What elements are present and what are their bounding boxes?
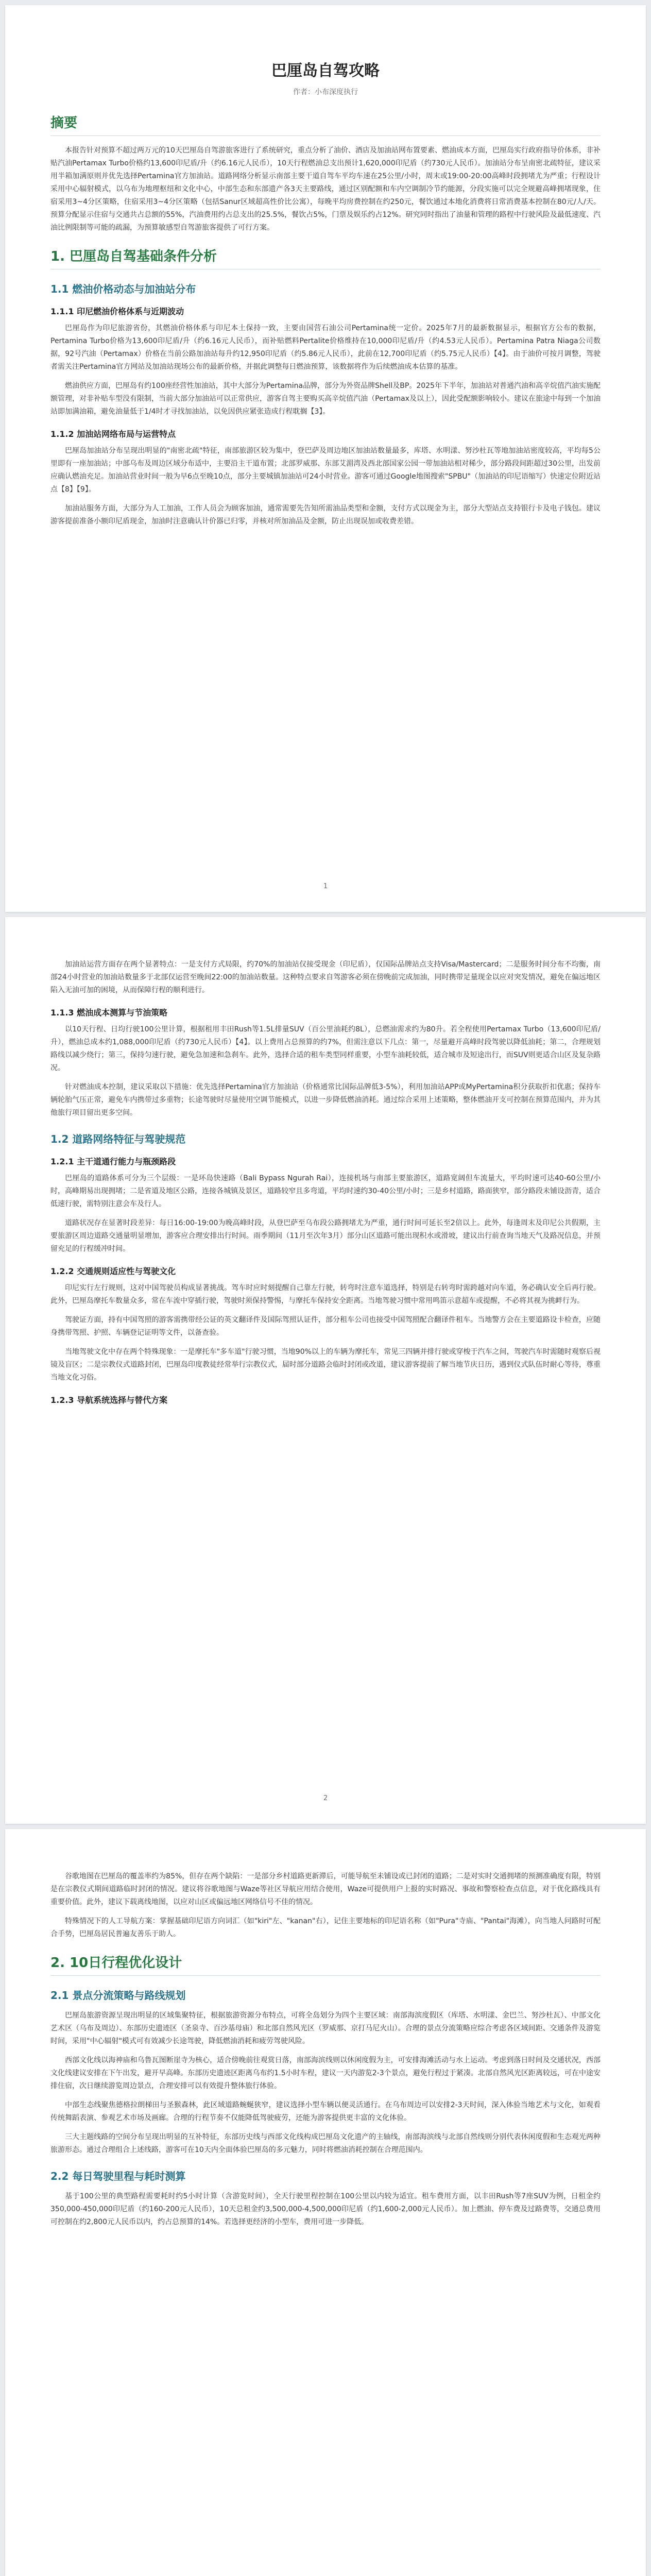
page-content: [50, 1870, 601, 2229]
paragraph: 巴厘岛的道路体系可分为三个层级：一是环岛快速路（Bali Bypass Ngurah Rai），连接机场与南部主要旅游区，道路宽阔但车流量大，平均时速可达40-60公里/小时，高峰期易出现拥堵；二是省道及地区公路，连接各城镇及景区，道路较窄且多弯道，平均时速约30-40公里/小时；三是乡村道路，路面狭窄，部分路段未铺设沥青，适合低速行驶，需特别注意会车及行人。: [50, 1174, 601, 1208]
paragraph: 三大主题线路的空间分布呈现出明显的互补特征，东部历史线与西部文化线构成巴厘岛文化遗产的主轴线，南部海滨线与北部自然线则分别代表休闲度假和生态观光两种旅游形态。通过合理组合上述线路，游客可在10天内全面体验巴厘岛的多元魅力，同时将燃油消耗控制在合理范围内。: [50, 2133, 601, 2154]
subsubsection-heading: 1.2.3 导航系统选择与替代方案: [50, 1395, 168, 1405]
page-number: 1: [323, 883, 328, 890]
subsection-heading: 1.2 道路网络特征与驾驶规范: [50, 1133, 186, 1145]
paragraph: 当地驾驶文化中存在两个特殊现象：一是摩托车"多车道"行驶习惯，当地90%以上的车辆为摩托车，常见三四辆并排行驶或穿梭于汽车之间，驾驶汽车时需随时观察后视镜及盲区；二是宗教仪式道路封闭，巴厘岛印度教徒经常举行宗教仪式，届时部分道路会临时封闭或改道，建议游客提前了解当地节庆日历，遇到仪式队伍时耐心等待，尊重当地文化习俗。: [50, 1348, 601, 1382]
paragraph: 针对燃油成本控制，建议采取以下措施：优先选择Pertamina官方加油站（价格通常比国际品牌低3-5%），利用加油站APP或MyPertamina积分获取折扣优惠；保持车辆轮胎气压正常，避免车内携带过多重物；长途驾驶时尽量使用空调节能模式，以进一步降低燃油消耗。通过综合采用上述策略，整体燃油开支可控制在预算范围内，并为其他旅行项目留出更多空间。: [50, 1083, 601, 1117]
paragraph: 本报告针对预算不超过两万元的10天巴厘岛自驾游旅客进行了系统研究，重点分析了油价、酒店及加油站网布置要素、燃油成本方面，巴厘岛实行政府指导价体系，非补贴汽油Pertamax Turbo价格约13,600印尼盾/升（约6.16元人民币），10天行程燃油总支出预计1,620,000印尼盾（约730元人民币）。加油站分布呈南密北疏特征，建议采用半箱加满原则并优先选择Pertamina官方加油站。道路网络分析显示南部主要干道自驾车平均车速在25公里/小时，周末或19:00-20:00高峰时段拥堵尤为严重；行程设计采用中心辐射模式，以乌布为地理枢纽和文化中心，中部生态和东部遗产各3天主要路线，通过区别配额和车内空调制冷节约能源，分段实施可以完全规避高峰拥堵现象，住宿采用3~4分区策略，住宿采用3~4分区策略（包括Sanur区域超高性价比公寓），每晚平均房费控制在约250元，餐饮通过本地化消费将日常消费基本控制在80元/人/天。预算分配显示住宿与交通共占总额的55%，汽油费用约占总支出的25.5%，餐饮占5%，门票及娱乐约占12%。研究同时指出了油量和管理的路程中行驶风险及最低速度、汽油比例限制等可能的疏漏，为预算敏感型自驾游旅客提供了可行方案。: [50, 146, 601, 232]
page: [5, 5, 646, 912]
subsection-heading: 1.1 燃油价格动态与加油站分布: [50, 283, 196, 295]
page: [5, 1829, 646, 2576]
page-number: 2: [323, 1794, 328, 1802]
abstract-heading: 摘要: [50, 112, 601, 136]
paragraph: 印尼实行左行规则，这对中国驾驶员构成显著挑战。驾车时应时刻提醒自己靠左行驶，转弯时注意车道选择，特别是右转弯时需跨越对向车道，务必确认安全后再行驶。此外，巴厘岛摩托车数量众多，常在车流中穿插行驶，驾驶时须保持警惕，与摩托车保持安全距离。当地驾驶习惯中常用鸣笛示意超车或提醒，不必将其视为挑衅行为。: [50, 1284, 601, 1305]
paragraph: 加油站运营方面存在两个显著特点：一是支付方式局限，约70%的加油站仅接受现金（印尼盾），仅国际品牌站点支持Visa/Mastercard；二是服务时间分布不均衡，南部24小时营业的加油站数量多于北部仅运营至晚间22:00的加油站数量。这种特点要求自驾游客必须在傍晚前完成加油，同时携带足量现金以应对突发情况，避免在偏远地区陷入无油可加的困境，从而保障行程的顺利进行。: [50, 960, 601, 994]
subsubsection-heading: 1.2.1 主干道通行能力与瓶颈路段: [50, 1157, 176, 1166]
subsection-heading: 2.2 每日驾驶里程与耗时测算: [50, 2170, 186, 2182]
document-viewer: [5, 5, 646, 2576]
subsubsection-heading: 1.1.2 加油站网络布局与运营特点: [50, 429, 176, 439]
paragraph: 巴厘岛旅游资源呈现出明显的区域集聚特征，根据旅游资源分布特点，可将全岛划分为四个主要区域：南部海滨度假区（库塔、水明漾、金巴兰、努沙杜瓦）、中部文化艺术区（乌布及周边）、东部历史遗迹区（圣泉寺、百沙基母庙）和北部自然风光区（罗威那、京打马尼火山）。合理的景点分流策略应综合考虑各区域间距、交通条件及游览时间，采用"中心辐射"模式可有效减少长途驾驶，降低燃油消耗和疲劳驾驶风险。: [50, 2011, 601, 2045]
paragraph: 基于100公里的典型路程需要耗时约5小时计算（含游览时间），全天行驶里程控制在100公里以内较为适宜。租车费用方面，以丰田Rush等7座SUV为例，日租金约350,000-450,000印尼盾（约160-200元人民币），10天总租金约3,500,000-4,500,000印尼盾（约1,600-2,000元人民币）。加上燃油、停车费及过路费等，交通总费用可控制在约2,800元人民币以内，约占总预算的14%。若选择更经济的小型车，费用可进一步降低。: [50, 2192, 601, 2226]
paragraph: 道路状况存在显著时段差异：每日16:00-19:00为晚高峰时段，从登巴萨至乌布段公路拥堵尤为严重，通行时间可延长至2倍以上。此外，每逢周末及印尼公共假期，主要旅游区周边道路交通量明显增加，游客应合理安排出行时间。雨季期间（11月至次年3月）部分山区道路可能出现积水或滑坡，建议出行前查询当地天气及路况信息，并预留充足的行程缓冲时间。: [50, 1219, 601, 1253]
document-author: 作者：小布深度执行: [293, 88, 358, 96]
section-heading: 1. 巴厘岛自驾基础条件分析: [50, 246, 601, 269]
paragraph: 谷歌地图在巴厘岛的覆盖率约为85%，但存在两个缺陷：一是部分乡村道路更新滞后，可能导航至未铺设或已封闭的道路；二是对实时交通拥堵的预测准确度有限，特别是在宗教仪式期间道路临时封闭的情况。建议将谷歌地图与Waze等社区导航应用结合使用，Waze可提供用户上报的实时路况、事故和警察检查点信息，对于优化路线具有重要价值。此外，建议下载离线地图，以应对山区或偏远地区网络信号不佳的情况。: [50, 1872, 601, 1906]
paragraph: 驾驶证方面，持有中国驾照的游客需携带经公证的英文翻译件及国际驾照认证件，部分租车公司也接受中国驾照配合翻译件租车。当地警方会在主要道路设卡检查，应随身携带驾照、护照、车辆登记证明等文件，以备查验。: [50, 1316, 601, 1337]
subsection-heading: 2.1 景点分流策略与路线规划: [50, 1989, 186, 2002]
paragraph: 燃油供应方面，巴厘岛有约100座经营性加油站，其中大部分为Pertamina品牌，部分为外资品牌Shell及BP。2025年下半年，加油站对普通汽油和高辛烷值汽油实施配额管理，对非补贴车型没有限制，当前大部分加油站可以正常供应，游客自驾主要购买高辛烷值汽油（Pertamax及以上），因此受配额影响较小。建议在旅途中每到一个加油站即加满油箱，避免油量低于1/4时才寻找加油站，以免因供应紧张造成行程耽搁【3】。: [50, 382, 601, 416]
subsubsection-heading: 1.2.2 交通规则适应性与驾驶文化: [50, 1266, 176, 1276]
page-content: [50, 958, 601, 1405]
paragraph: 加油站服务方面，大部分为人工加油，工作人员会为顾客加油，通常需要先告知所需油品类型和金额，支付方式以现金为主，部分大型站点支持银行卡及电子钱包。建议游客提前准备小额印尼盾现金，加油时注意确认计价器已归零，并核对所加油品及金额，防止出现误加或收费差错。: [50, 504, 601, 526]
paragraph: 西部文化线以海神庙和乌鲁瓦图断崖寺为核心，适合傍晚前往观赏日落，南部海滨线则以休闲度假为主，可安排海滩活动与水上运动。考虑到落日时间及交通状况，西部文化线建议安排在下午出发，避开早高峰。东部历史遗迹区距离乌布约1.5小时车程，建议一天内游览2-3个景点，避免行程过于紧凑。北部自然风光区距离较远，可在中途安排住宿，次日继续游览周边景点，合理安排可以有效提升整体旅行体验。: [50, 2056, 601, 2090]
section-heading: 2. 10日行程优化设计: [50, 1952, 601, 1976]
document-title: 巴厘岛自驾攻略: [271, 62, 380, 80]
paragraph: 特殊情况下的人工导航方案：掌握基础印尼语方向词汇（如"kiri"左、"kanan"右），记住主要地标的印尼语名称（如"Pura"寺庙、"Pantai"海滩），向当地人问路时可配合手势，巴厘岛居民普遍友善乐于助人。: [50, 1917, 601, 1938]
paragraph: 以10天行程、日均行驶100公里计算，根据租用丰田Rush等1.5L排量SUV（百公里油耗约8L），总燃油需求约为80升。若全程使用Pertamax Turbo（13,600印尼盾/升），燃油总成本约1,088,000印尼盾（约730元人民币）【4】。以上费用占总预算的约7%，但需注意以下几点：第一，尽量避开高峰时段驾驶以降低油耗；第二，合理规划路线以减少绕行；第三，保持匀速行驶，避免急加速和急刹车。此外，选择合适的租车类型同样重要，小型车油耗较低，适合城市及短途出行，而SUV则更适合山区及复杂路况。: [50, 1025, 601, 1072]
page-content: [50, 112, 601, 528]
subsubsection-heading: 1.1.3 燃油成本测算与节油策略: [50, 1008, 168, 1018]
page: [5, 917, 646, 1824]
paragraph: 巴厘岛加油站分布呈现出明显的"南密北疏"特征，南部旅游区较为集中，登巴萨及周边地区加油站数量最多，库塔、水明漾、努沙杜瓦等地加油站密度较高，平均每5公里即有一座加油站；中部乌布及周边区域分布适中，主要沿主干道布置；北部罗威那、东部艾湄湾及西北部国家公园一带加油站相对稀少，部分路段间距超过30公里，出发前应确认燃油充足。加油站营业时间一般为早6点至晚10点，部分主要城镇加油站可24小时营业。游客可通过Google地图搜索"SPBU"（加油站的印尼语缩写）快速定位附近站点【8】【9】。: [50, 447, 601, 494]
subsubsection-heading: 1.1.1 印尼燃油价格体系与近期波动: [50, 307, 184, 316]
paragraph: 巴厘岛作为印尼旅游省份，其燃油价格体系与印尼本土保持一致，主要由国营石油公司Pertamina统一定价。2025年7月的最新数据显示，根据官方公布的数据，Pertamina Turbo价格为13,600印尼盾/升（约6.16元人民币），而补贴燃料Pertalite价格维持在10,000印尼盾/升（约4.53元人民币）。Pertamina Patra Niaga公司数据，92号汽油（Pertamax）价格在当前公路加油站每升约12,950印尼盾（约5.86元人民币），此前在12,700印尼盾（约5.75元人民币）【4】。由于油价可按月调整，驾驶者需关注Pertamina官方网站及加油站现场公布的最新价格，并据此调整每日燃油预算，该数据将作为后续燃油成本估算的基准。: [50, 324, 601, 371]
paragraph: 中部生态线聚焦德格拉朗梯田与圣猴森林，此区域道路蜿蜒狭窄，建议选择小型车辆以便灵活通行。在乌布周边可以安排2-3天时间，深入体验当地艺术与文化，如观看传统舞蹈表演、参观艺术市场及画廊。合理的行程节奏不仅能降低驾驶疲劳，还能为游客提供更丰富的文化体验。: [50, 2101, 601, 2122]
